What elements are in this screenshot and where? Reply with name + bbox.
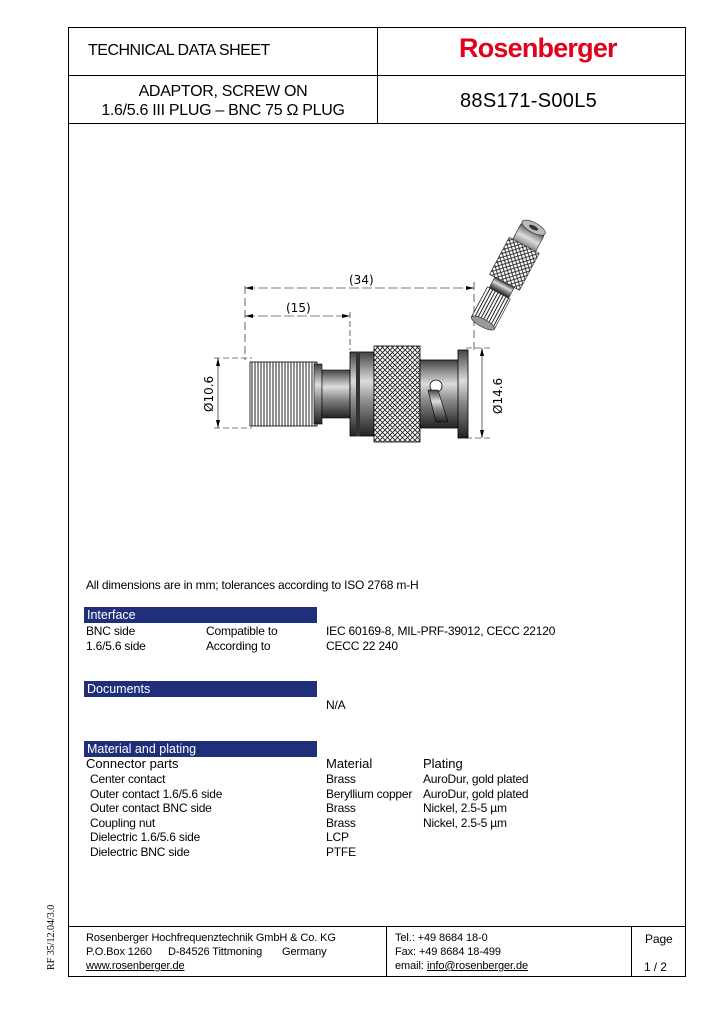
- material-row-part: Outer contact 1.6/5.6 side: [90, 787, 223, 801]
- material-row-material: Beryllium copper: [326, 787, 413, 801]
- interface-relation: Compatible to: [206, 624, 278, 638]
- material-row-part: Outer contact BNC side: [90, 801, 212, 815]
- brand-logo: Rosenberger: [459, 33, 617, 63]
- page-number: 1 / 2: [644, 960, 667, 974]
- interface-standard: CECC 22 240: [326, 639, 398, 653]
- technical-drawing: [200, 200, 680, 460]
- material-row-plating: AuroDur, gold plated: [423, 772, 529, 786]
- document-revision-code: RF 35/12.04/3.0: [46, 904, 57, 970]
- material-row-part: Coupling nut: [90, 816, 155, 830]
- doc-title: TECHNICAL DATA SHEET: [88, 42, 270, 59]
- footer-divider: [68, 926, 686, 927]
- interface-standard: IEC 60169-8, MIL-PRF-39012, CECC 22120: [326, 624, 556, 638]
- footer-email-label: email:: [395, 960, 424, 972]
- page-label: Page: [645, 932, 673, 946]
- footer-tel: Tel.: +49 8684 18-0: [395, 932, 488, 944]
- material-row-plating: Nickel, 2.5-5 µm: [423, 801, 507, 815]
- documents-value: N/A: [326, 698, 346, 712]
- material-row-material: Brass: [326, 772, 356, 786]
- interface-side: BNC side: [86, 624, 136, 638]
- footer-page-divider: [631, 926, 632, 977]
- dim-right-diameter: Ø14.6: [491, 377, 505, 414]
- product-name-line1: ADAPTOR, SCREW ON: [138, 83, 308, 100]
- material-row-plating: Nickel, 2.5-5 µm: [423, 816, 507, 830]
- interface-side: 1.6/5.6 side: [86, 639, 146, 653]
- footer-fax: Fax: +49 8684 18-499: [395, 946, 501, 958]
- material-row-material: Brass: [326, 816, 356, 830]
- material-row-material: LCP: [326, 830, 349, 844]
- column-header-parts: Connector parts: [86, 756, 179, 771]
- dim-partial-length: (15): [286, 301, 311, 315]
- dim-left-diameter: Ø10.6: [202, 375, 216, 412]
- material-row-material: Brass: [326, 801, 356, 815]
- material-row-plating: AuroDur, gold plated: [423, 787, 529, 801]
- material-row-part: Center contact: [90, 772, 166, 786]
- dim-overall-length: (34): [349, 273, 374, 287]
- section-documents: Documents: [84, 681, 317, 697]
- column-header-plating: Plating: [423, 756, 463, 771]
- material-row-part: Dielectric BNC side: [90, 845, 190, 859]
- section-material: Material and plating: [84, 741, 317, 757]
- interface-relation: According to: [206, 639, 271, 653]
- dimensions-note: All dimensions are in mm; tolerances according to ISO 2768 m-H: [86, 578, 419, 592]
- header-column-divider: [377, 27, 378, 124]
- footer-company: Rosenberger Hochfrequenztechnik GmbH & Co. KG: [86, 932, 336, 944]
- column-header-material: Material: [326, 756, 373, 771]
- section-interface: Interface: [84, 607, 317, 623]
- footer-pobox: P.O.Box 1260: [86, 946, 152, 958]
- footer-email-link[interactable]: info@rosenberger.de: [427, 960, 528, 972]
- footer-address: D-84526 Tittmoning: [168, 946, 263, 958]
- footer-country: Germany: [282, 946, 327, 958]
- material-row-part: Dielectric 1.6/5.6 side: [90, 830, 201, 844]
- footer-website-link[interactable]: www.rosenberger.de: [86, 960, 185, 972]
- product-name-line2: 1.6/5.6 III PLUG – BNC 75 Ω PLUG: [101, 102, 345, 119]
- part-number: 88S171-S00L5: [460, 90, 598, 112]
- footer-column-divider: [386, 926, 387, 977]
- material-row-material: PTFE: [326, 845, 356, 859]
